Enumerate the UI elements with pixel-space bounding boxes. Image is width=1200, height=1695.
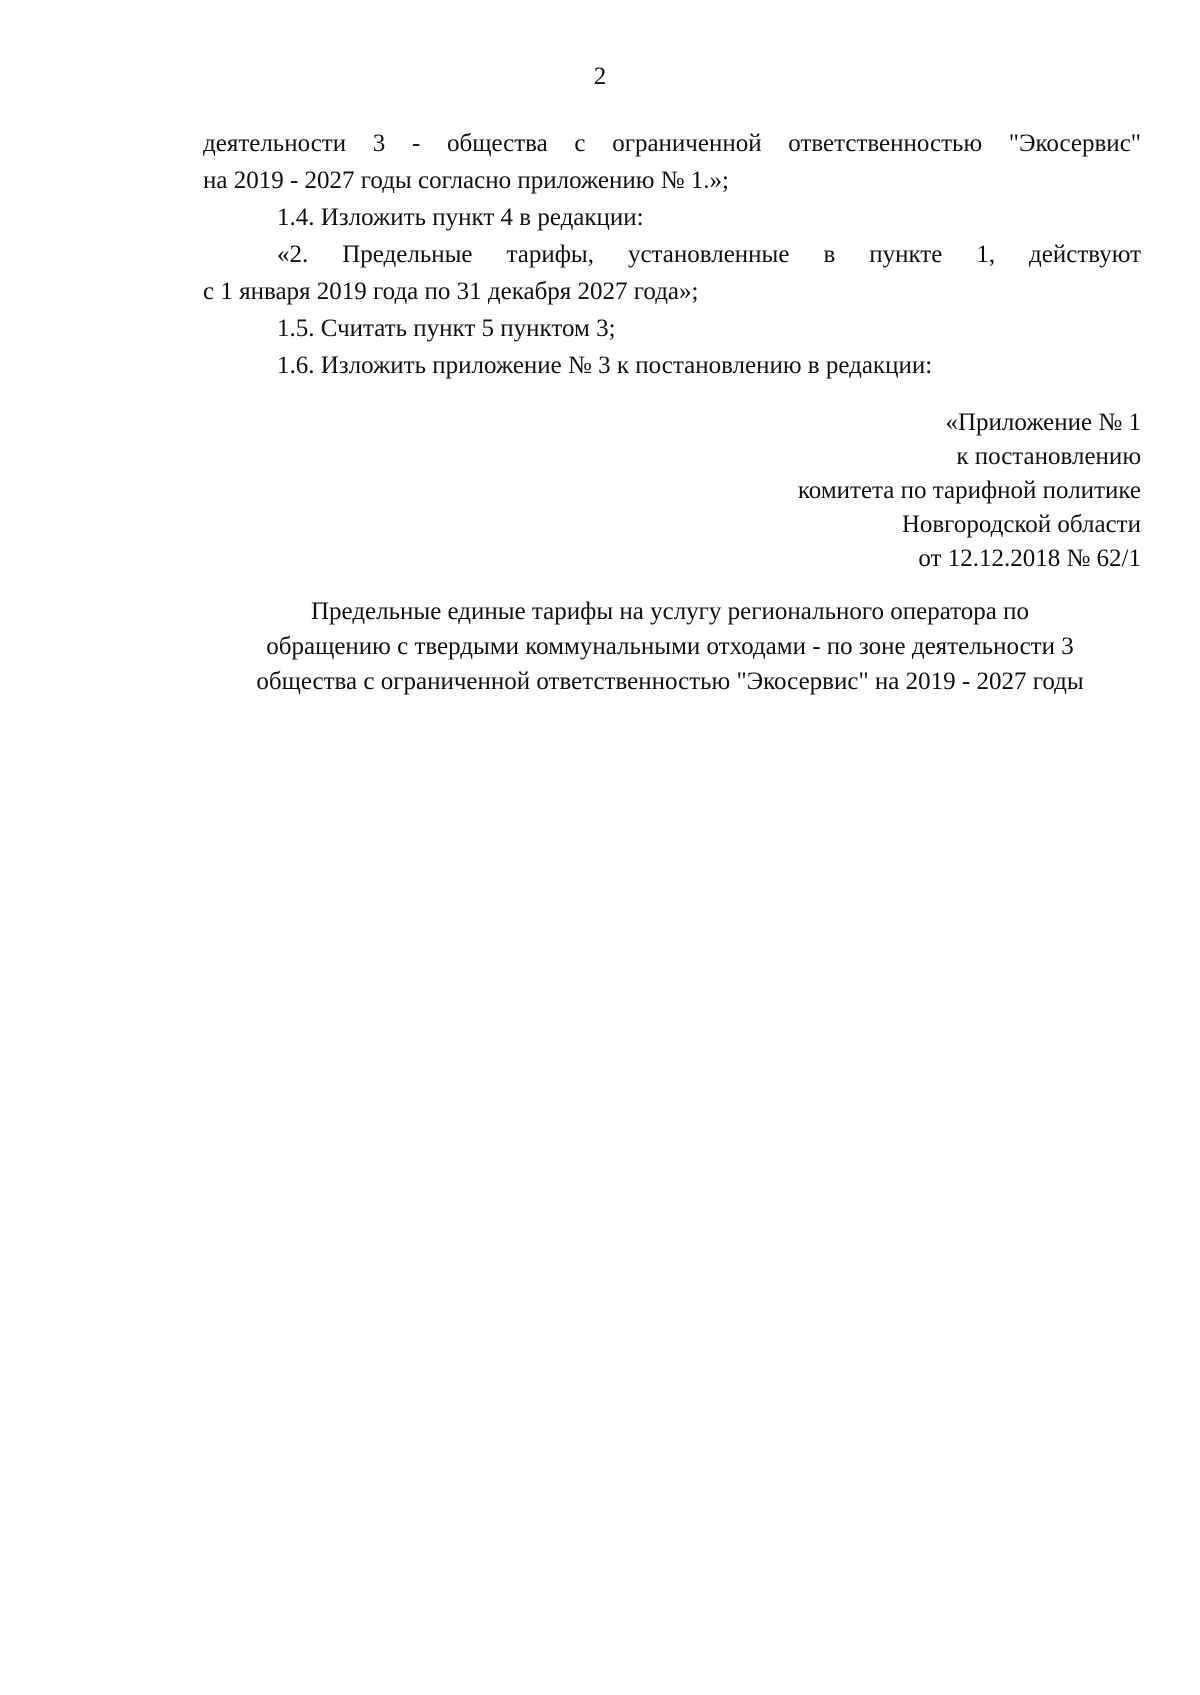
item-1-5-text: 1.5. Считать пункт 5 пунктом 3; — [277, 315, 616, 342]
quote-2-line-1: «2. Предельные тарифы, установленные в пункте 1, действуют — [277, 241, 1141, 268]
page-number: 2 — [593, 63, 607, 90]
item-1-6-text: 1.6. Изложить приложение № 3 к постановлению в редакции: — [277, 352, 933, 379]
appendix-caption-line-3: комитета по тарифной политике — [797, 477, 1141, 504]
continuation-line-1: деятельности 3 - общества с ограниченной ответственностью "Экосервис" — [203, 130, 1141, 157]
item-1-4-paragraph — [203, 199, 1141, 236]
item-1-5-paragraph — [203, 310, 1141, 347]
quote-2-line-2: с 1 января 2019 года по 31 декабря 2027 года»; — [203, 278, 699, 305]
appendix-caption-line-5: от 12.12.2018 № 62/1 — [918, 545, 1141, 572]
appendix-caption-line-1: «Приложение № 1 — [945, 409, 1141, 436]
tariff-title-line-1: Предельные единые тарифы на услугу регионального оператора по — [311, 598, 1029, 625]
appendix-caption — [798, 406, 1141, 576]
continuation-paragraph — [203, 125, 1141, 199]
tariff-title-line-2: обращению с твердыми коммунальными отходами - по зоне деятельности 3 — [266, 633, 1074, 660]
tariff-title-line-3: общества с ограниченной ответственностью "Экосервис" на 2019 - 2027 годы — [256, 668, 1084, 695]
tariff-title — [200, 594, 1140, 699]
quote-2-paragraph — [203, 236, 1141, 310]
appendix-caption-line-2: к постановлению — [956, 443, 1141, 470]
continuation-line-2: на 2019 - 2027 годы согласно приложению № 1.»; — [203, 167, 729, 194]
item-1-4-text: 1.4. Изложить пункт 4 в редакции: — [277, 204, 644, 231]
item-1-6-paragraph — [203, 347, 1141, 384]
appendix-caption-line-4: Новгородской области — [901, 511, 1141, 538]
